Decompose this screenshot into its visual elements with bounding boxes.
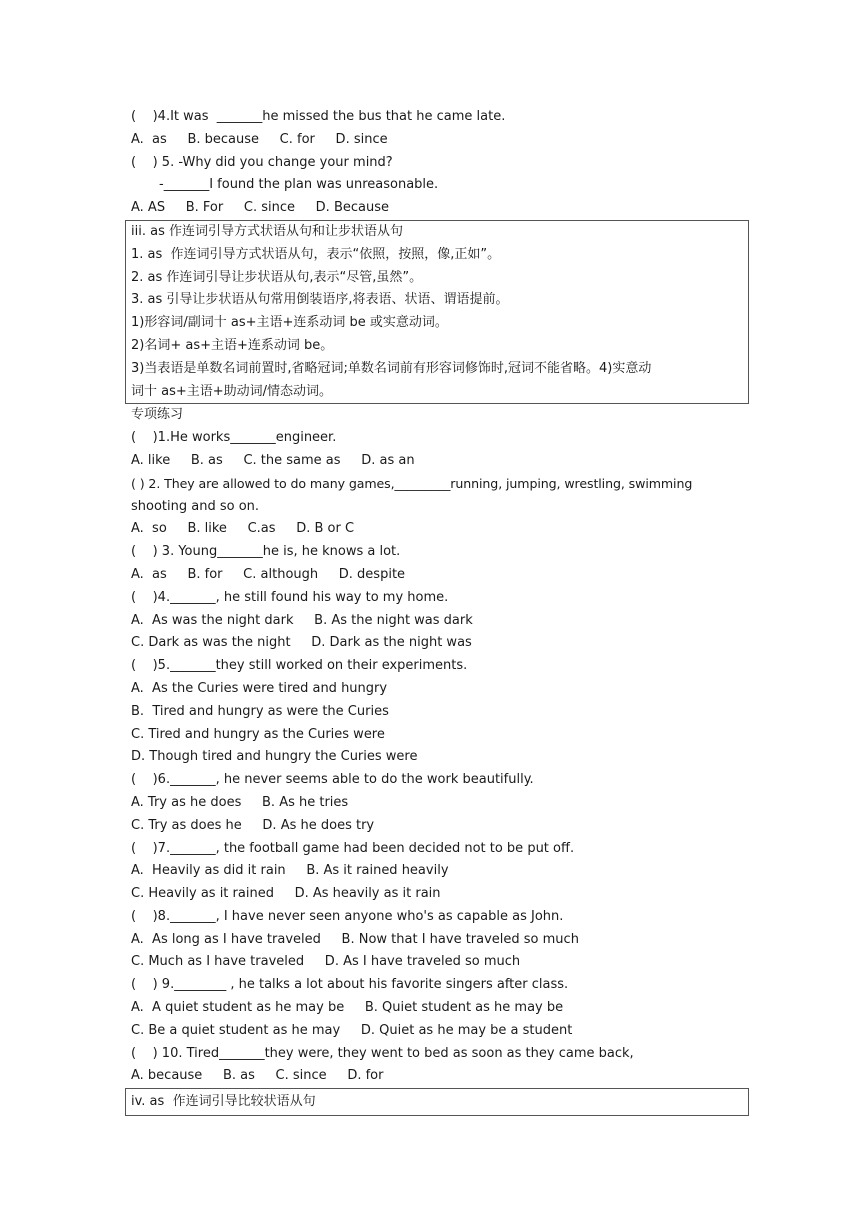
exercise-line: A. As the Curies were tired and hungry [131,680,388,696]
question-5-answer-line: -_______I found the plan was unreasonable. [159,177,439,193]
grammar-rule-2: 2. as 作连词引导让步状语从句,表示“尽管,虽然”。 [131,269,423,285]
exercise-line: A. because B. as C. since D. for [131,1068,384,1084]
exercise-line: A. like B. as C. the same as D. as an [131,452,415,468]
exercise-line: A. Heavily as did it rain B. As it rained heavily [131,863,449,879]
exercise-line: ( )1.He works_______engineer. [131,430,337,446]
worksheet-page [131,106,743,1116]
grammar-box-iii [125,220,749,404]
grammar-rule-3-3: 3)当表语是单数名词前置时,省略冠词;单数名词前有形容词修饰时,冠词不能省略。4)实意动 [131,360,652,376]
exercise-line: C. Tired and hungry as the Curies were [131,726,385,742]
grammar-box-title: iii. as 作连词引导方式状语从句和让步状语从句 [131,223,403,239]
grammar-rule-3: 3. as 引导让步状语从句常用倒装语序,将表语、状语、谓语提前。 [131,292,509,308]
exercise-line: A. Try as he does B. As he tries [131,794,349,810]
exercise-line: A. As long as I have traveled B. Now that I have traveled so much [131,931,579,947]
exercise-line: ( ) 10. Tired_______they were, they went to bed as soon as they came back, [131,1045,634,1061]
grammar-rule-1: 1. as 作连词引导方式状语从句，表示“依照，按照，像,正如”。 [131,246,501,262]
exercise-line: C. Heavily as it rained D. As heavily as it rain [131,886,441,902]
grammar-box-iv-title: iv. as 作连词引导比较状语从句 [131,1094,316,1110]
exercise-line: A. as B. for C. although D. despite [131,566,406,582]
exercise-line: ( )7._______, the football game had been decided not to be put off. [131,840,575,856]
grammar-rule-3-2: 2)名词+ as+主语+连系动词 be。 [131,337,334,353]
question-4-options: A. as B. because C. for D. since [131,131,388,147]
exercises-heading: 专项练习 [131,407,184,423]
exercise-line: shooting and so on. [131,498,260,514]
question-4-prompt: ( )4.It was _______he missed the bus that he came late. [131,109,506,124]
grammar-rule-3-4: 词十 as+主语+助动词/情态动词。 [131,383,333,399]
exercise-line: ( ) 2. They are allowed to do many games,_________running, jumping, wrestling, swimming [131,475,693,491]
exercise-line: C. Much as I have traveled D. As I have traveled so much [131,954,521,970]
exercise-line: ( ) 9.________ , he talks a lot about his favorite singers after class. [131,977,569,993]
exercise-line: C. Dark as was the night D. Dark as the night was [131,635,472,651]
exercise-line: ( )8._______, I have never seen anyone who's as capable as John. [131,908,564,924]
exercise-line: A. A quiet student as he may be B. Quiet student as he may be [131,1000,564,1016]
exercise-line: ( ) 3. Young_______he is, he knows a lot. [131,544,401,560]
exercise-line: ( )4._______, he still found his way to my home. [131,589,449,605]
exercise-line: C. Be a quiet student as he may D. Quiet as he may be a student [131,1022,573,1038]
grammar-rule-3-1: 1)形容词/副词十 as+主语+连系动词 be 或实意动词。 [131,315,448,331]
exercise-line: ( )5._______they still worked on their experiments. [131,658,468,674]
exercise-line: A. so B. like C.as D. B or C [131,521,355,537]
exercise-line: B. Tired and hungry as were the Curies [131,703,389,719]
question-5-prompt: ( ) 5. -Why did you change your mind? [131,154,393,170]
grammar-box-iv [125,1088,749,1116]
question-5-options: A. AS B. For C. since D. Because [131,200,389,216]
exercise-line: ( )6._______, he never seems able to do the work beautifully. [131,772,534,788]
exercise-line: C. Try as does he D. As he does try [131,817,375,833]
exercise-line: A. As was the night dark B. As the night was dark [131,612,473,628]
exercise-line: D. Though tired and hungry the Curies were [131,749,418,765]
